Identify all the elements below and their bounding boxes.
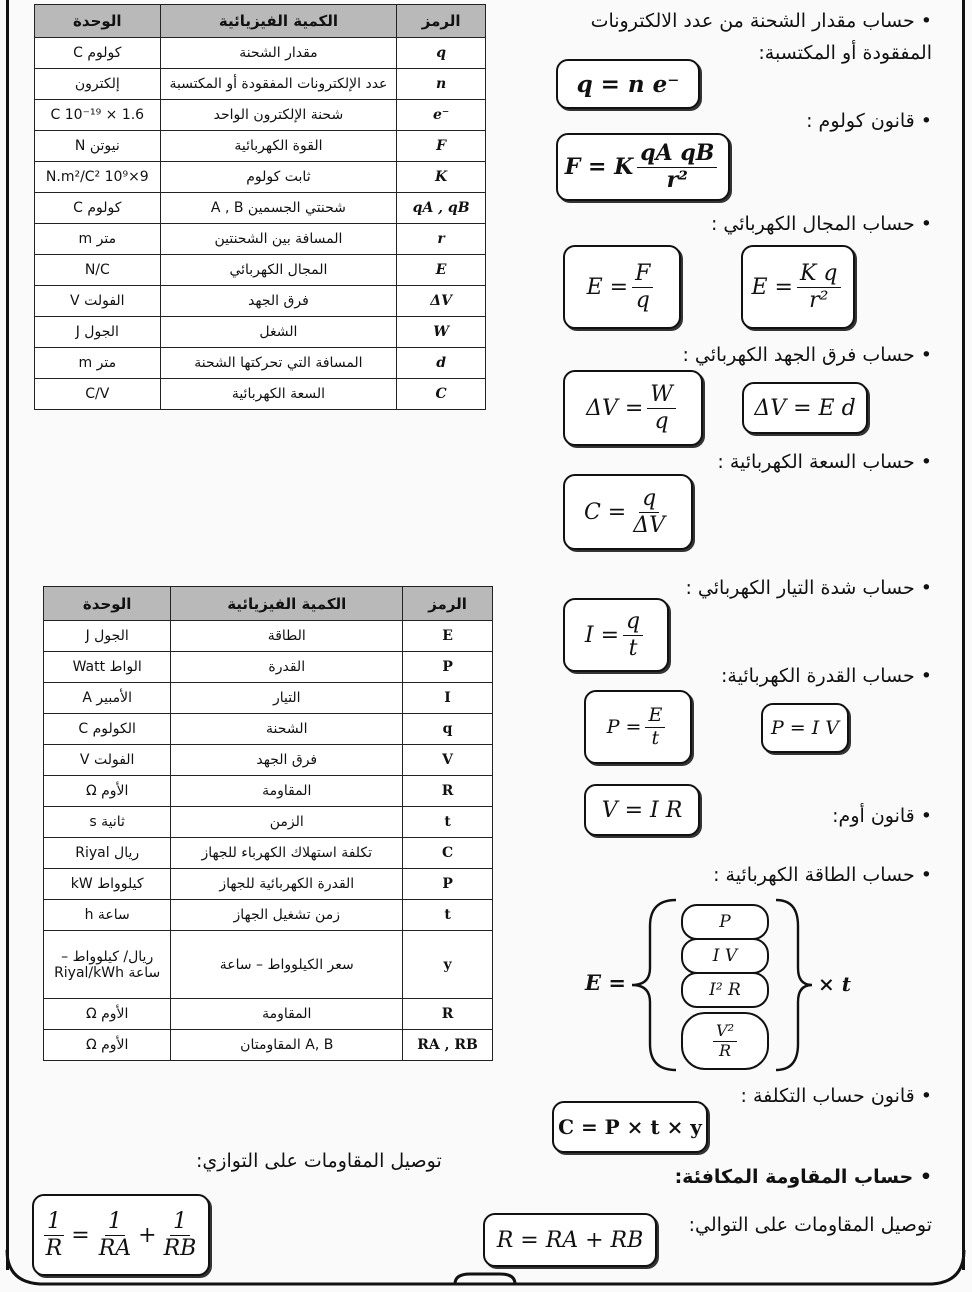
table2-cell-symbol: P	[403, 652, 493, 683]
table1-cell-quantity: فرق الجهد	[160, 286, 397, 317]
parallel-equals: =	[71, 1222, 90, 1248]
field-formula-1-box	[563, 245, 681, 329]
table2-cell-quantity: فرق الجهد	[171, 745, 403, 776]
table1-cell-quantity: ثابت كولوم	[160, 162, 397, 193]
table1-cell-symbol: qA , qB	[397, 193, 486, 224]
table2-cell-symbol: I	[403, 683, 493, 714]
table1-row	[35, 286, 486, 317]
table2-cell-unit: الأوم Ω	[44, 1030, 171, 1061]
table2-row	[44, 931, 493, 999]
table2-cell-unit: الواط Watt	[44, 652, 171, 683]
table1-row	[35, 348, 486, 379]
table2-row	[44, 621, 493, 652]
table2-cell-unit: ثانية s	[44, 807, 171, 838]
current-formula-box	[563, 598, 669, 672]
parallel-lhs-fraction: $\frac{1}{R}$	[45, 1209, 63, 1261]
table2-cell-symbol: RA , RB	[403, 1030, 493, 1061]
table2-cell-unit: الأمبير A	[44, 683, 171, 714]
power-f1-numerator: E	[645, 705, 665, 728]
charge-formula-box	[556, 59, 700, 109]
capacity-formula-box	[563, 474, 693, 550]
coulomb-lhs: F = K	[564, 154, 634, 180]
table1-cell-quantity: السعة الكهربائية	[160, 379, 397, 410]
table1-cell-unit: كولوم C	[35, 193, 161, 224]
table1-cell-quantity: المسافة التي تحركتها الشحنة	[160, 348, 397, 379]
potential-f1-numerator: W	[647, 382, 676, 408]
energy-lhs: E =	[585, 970, 626, 995]
table1-cell-unit: نيوتن N	[35, 131, 161, 162]
table1-header-unit: الوحدة	[35, 5, 161, 38]
table1-body	[35, 38, 486, 410]
current-label: • حساب شدة التيار الكهربائي :	[685, 577, 932, 599]
field-f1-denominator: q	[635, 287, 650, 313]
table1-row	[35, 69, 486, 100]
table2-cell-unit: الأوم Ω	[44, 776, 171, 807]
table1-cell-symbol: d	[397, 348, 486, 379]
charge-formula: q = n e⁻	[576, 70, 680, 98]
table1-cell-unit: الجول J	[35, 317, 161, 348]
parallel-plus: +	[138, 1222, 157, 1248]
field-formula-2-box	[741, 245, 855, 329]
energy-option-v2r	[681, 1012, 769, 1070]
field-label: • حساب المجال الكهربائي :	[710, 213, 932, 235]
ohm-formula: V = I R	[601, 797, 683, 823]
table1-cell-symbol: F	[397, 131, 486, 162]
energy-option-i2r: I² R	[681, 972, 769, 1008]
cost-formula-box	[552, 1101, 708, 1153]
table2-cell-quantity: المقاومة	[171, 999, 403, 1030]
table2-row	[44, 683, 493, 714]
table2-cell-quantity: تكلفة استهلاك الكهرباء للجهاز	[171, 838, 403, 869]
table2-row	[44, 900, 493, 931]
power-f1-denominator: t	[651, 726, 660, 749]
field-f1-numerator: F	[632, 261, 653, 287]
table2-row	[44, 776, 493, 807]
coulomb-denominator: r²	[666, 166, 688, 193]
table1-cell-symbol: n	[397, 69, 486, 100]
table1-cell-quantity: القوة الكهربائية	[160, 131, 397, 162]
table1-cell-unit: إلكترون	[35, 69, 161, 100]
table1-cell-unit: C/V	[35, 379, 161, 410]
table2-cell-symbol: R	[403, 776, 493, 807]
table2-row	[44, 714, 493, 745]
field-f2-lhs: E =	[751, 274, 793, 300]
energy-opt4-fraction: $\frac{\text{V²}}{R}$	[713, 1022, 737, 1060]
units-table-2	[43, 586, 493, 1061]
table2-cell-quantity: الشحنة	[171, 714, 403, 745]
table1-row	[35, 255, 486, 286]
table1-cell-symbol: r	[397, 224, 486, 255]
table2-cell-unit: ريال/ كيلوواط – ساعة Riyal/kWh	[44, 931, 171, 999]
table2-row	[44, 869, 493, 900]
table1-cell-symbol: E	[397, 255, 486, 286]
table2-cell-symbol: E	[403, 621, 493, 652]
table1-cell-unit: N/C	[35, 255, 161, 286]
table1-row	[35, 193, 486, 224]
power-f1-fraction	[645, 705, 665, 750]
charge-label-line2: المفقودة أو المكتسبة:	[758, 42, 932, 64]
page-frame-right	[962, 0, 965, 1270]
power-label: • حساب القدرة الكهربائية:	[721, 665, 932, 687]
table1-cell-symbol: e⁻	[397, 100, 486, 131]
table2-header-unit: الوحدة	[44, 587, 171, 621]
table2-row	[44, 838, 493, 869]
capacity-lhs: C =	[583, 499, 627, 525]
table2-cell-quantity: القدرة الكهربائية للجهاز	[171, 869, 403, 900]
capacity-fraction	[630, 486, 668, 538]
table1-row	[35, 38, 486, 69]
table1-row	[35, 317, 486, 348]
table1-row	[35, 224, 486, 255]
current-numerator: q	[623, 609, 643, 635]
power-f2: P = I V	[770, 717, 840, 739]
table2-cell-unit: الكولوم C	[44, 714, 171, 745]
capacity-denominator: ΔV	[633, 512, 666, 538]
table2-cell-unit: الأوم Ω	[44, 999, 171, 1030]
table2-cell-symbol: t	[403, 807, 493, 838]
charge-label-line1: • حساب مقدار الشحنة من عدد الالكترونات	[590, 10, 932, 32]
table1-cell-quantity: شحنة الإلكترون الواحد	[160, 100, 397, 131]
table1-row	[35, 100, 486, 131]
potential-formula-2-box	[742, 382, 868, 434]
parallel-label: توصيل المقاومات على التوازي:	[196, 1150, 442, 1172]
table2-row	[44, 807, 493, 838]
table2-cell-unit: الجول J	[44, 621, 171, 652]
equivalent-resistance-label: • حساب المقاومة المكافئة:	[674, 1166, 932, 1188]
units-table-1	[34, 4, 486, 410]
table2-cell-quantity: الزمن	[171, 807, 403, 838]
coulomb-formula-box	[556, 133, 730, 201]
current-lhs: I =	[584, 622, 620, 648]
potential-label: • حساب فرق الجهد الكهربائي :	[682, 344, 932, 366]
energy-right-brace	[772, 898, 816, 1072]
table1-cell-quantity: شحنتي الجسمين A , B	[160, 193, 397, 224]
table2-cell-unit: كيلوواط kW	[44, 869, 171, 900]
power-formula-2-box	[761, 703, 849, 753]
ohm-label: • قانون أوم:	[832, 805, 932, 827]
table1-cell-symbol: C	[397, 379, 486, 410]
table1-cell-symbol: K	[397, 162, 486, 193]
table1-row	[35, 379, 486, 410]
page-frame-left	[6, 0, 9, 1270]
table2-cell-quantity: سعر الكيلوواط – ساعة	[171, 931, 403, 999]
cost-label: • قانون حساب التكلفة :	[740, 1085, 932, 1107]
table2-row	[44, 745, 493, 776]
current-denominator: t	[628, 635, 638, 661]
field-f2-denominator: r²	[809, 287, 829, 313]
table2-cell-unit: ساعة h	[44, 900, 171, 931]
table2-body	[44, 621, 493, 1061]
coulomb-numerator: qA qB	[637, 141, 717, 167]
field-f1-lhs: E =	[586, 274, 629, 300]
table2-header-quantity: الكمية الفيزيائية	[171, 587, 403, 621]
potential-f1-lhs: ΔV =	[586, 395, 644, 421]
table2-row	[44, 1030, 493, 1061]
potential-f1-denominator: q	[654, 408, 669, 434]
table1-cell-quantity: المجال الكهربائي	[160, 255, 397, 286]
field-f2-numerator: K q	[797, 261, 841, 287]
table1-cell-unit: كولوم C	[35, 38, 161, 69]
cost-formula: C = P × t × y	[558, 1115, 702, 1139]
coulomb-label: • قانون كولوم :	[806, 110, 932, 132]
ohm-formula-box	[584, 784, 700, 836]
table2-cell-symbol: q	[403, 714, 493, 745]
power-f1-lhs: P =	[606, 716, 642, 738]
table1-header-quantity: الكمية الفيزيائية	[160, 5, 397, 38]
table2-cell-symbol: t	[403, 900, 493, 931]
parallel-ra-fraction: $\frac{1}{RA}$	[98, 1209, 132, 1261]
table1-cell-unit: 9×10⁹ N.m²/C²	[35, 162, 161, 193]
table1-cell-unit: متر m	[35, 348, 161, 379]
table1-cell-symbol: ΔV	[397, 286, 486, 317]
energy-option-p: P	[681, 904, 769, 940]
table1-row	[35, 131, 486, 162]
table2-cell-symbol: P	[403, 869, 493, 900]
table2-cell-unit: ريال Riyal	[44, 838, 171, 869]
table1-cell-quantity: المسافة بين الشحنتين	[160, 224, 397, 255]
table2-row	[44, 999, 493, 1030]
field-f2-fraction	[797, 261, 841, 313]
energy-label: • حساب الطاقة الكهربائية :	[713, 864, 932, 886]
energy-left-brace	[628, 898, 680, 1072]
series-label: توصيل المقاومات على التوالي:	[688, 1214, 932, 1236]
table1-row	[35, 162, 486, 193]
table2-cell-symbol: y	[403, 931, 493, 999]
coulomb-fraction	[637, 141, 717, 193]
table1-header-symbol: الرمز	[397, 5, 486, 38]
parallel-rb-fraction: $\frac{1}{RB}$	[163, 1209, 197, 1261]
table2-cell-symbol: V	[403, 745, 493, 776]
table1-cell-unit: متر m	[35, 224, 161, 255]
table1-cell-quantity: مقدار الشحنة	[160, 38, 397, 69]
table2-cell-quantity: الطاقة	[171, 621, 403, 652]
page-frame-bottom	[0, 1250, 972, 1292]
potential-formula-1-box	[563, 370, 703, 446]
table2-cell-quantity: A, B المقاومتان	[171, 1030, 403, 1061]
field-f1-fraction	[632, 261, 653, 313]
table2-cell-quantity: التيار	[171, 683, 403, 714]
table2-cell-quantity: زمن تشغيل الجهاز	[171, 900, 403, 931]
potential-f2: ΔV = E d	[754, 395, 856, 421]
energy-times-t: × t	[818, 972, 851, 996]
capacity-numerator: q	[639, 486, 659, 512]
table1-cell-quantity: الشغل	[160, 317, 397, 348]
power-formula-1-box	[584, 690, 692, 764]
table2-header-symbol: الرمز	[403, 587, 493, 621]
table1-cell-symbol: W	[397, 317, 486, 348]
table1-cell-unit: 1.6 × 10⁻¹⁹ C	[35, 100, 161, 131]
potential-f1-fraction	[647, 382, 676, 434]
table2-cell-symbol: R	[403, 999, 493, 1030]
table2-cell-symbol: C	[403, 838, 493, 869]
energy-option-iv: I V	[681, 938, 769, 974]
capacity-label: • حساب السعة الكهربائية :	[717, 451, 932, 473]
table1-cell-unit: الفولت V	[35, 286, 161, 317]
table1-cell-quantity: عدد الإلكترونات المفقودة أو المكتسبة	[160, 69, 397, 100]
series-formula: R = RA + RB	[496, 1227, 644, 1253]
table2-cell-unit: الفولت V	[44, 745, 171, 776]
table2-cell-quantity: القدرة	[171, 652, 403, 683]
table2-cell-quantity: المقاومة	[171, 776, 403, 807]
table1-cell-symbol: q	[397, 38, 486, 69]
table2-row	[44, 652, 493, 683]
current-fraction	[623, 609, 643, 661]
